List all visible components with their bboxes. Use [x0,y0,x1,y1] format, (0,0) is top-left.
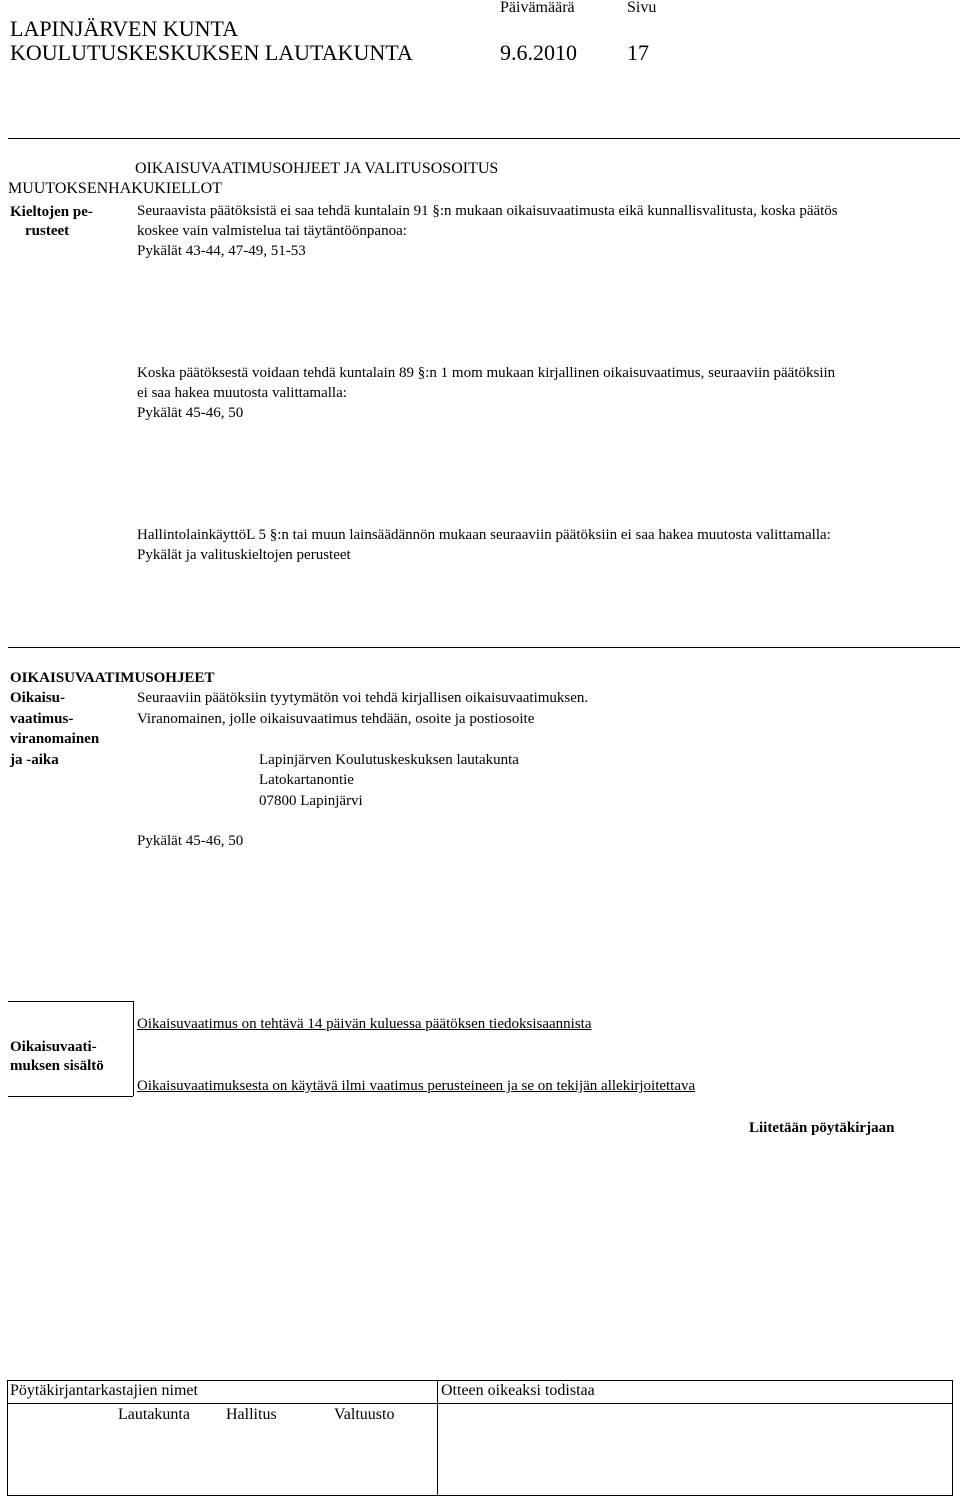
side-label-authority-4: ja -aika [10,752,59,768]
paragraph-2-line-3: Pykälät 45-46, 50 [137,405,244,421]
address-line-1: Lapinjärven Koulutuskeskuksen lautakunta [259,752,519,768]
section-subtitle: MUUTOKSENHAKUKIELLOT [8,180,222,197]
footer-col-board: Lautakunta [118,1406,190,1423]
section-title: OIKAISUVAATIMUSOHJEET JA VALITUSOSOITUS [135,160,499,177]
attached-note: Liitetään pöytäkirjaan [749,1120,895,1136]
section-divider [8,647,960,648]
header-divider [8,138,960,139]
footer-col-government: Hallitus [226,1406,277,1423]
applicable-sections: Pykälät 45-46, 50 [137,833,244,849]
content-box-top [8,1001,133,1002]
content-box-bottom [8,1096,133,1097]
deadline-text: Oikaisuvaatimus on tehtävä 14 päivän kuluessa päätöksen tiedoksisaannista [137,1016,592,1032]
page-number: 17 [627,40,649,65]
footer-copy-cert-label: Otteen oikeaksi todistaa [441,1382,595,1399]
content-box-divider [133,1001,134,1096]
paragraph-1-line-3: Pykälät 43-44, 47-49, 51-53 [137,243,306,259]
paragraph-2-line-1: Koska päätöksestä voidaan tehdä kuntalain 89 §:n 1 mom mukaan kirjallinen oikaisuvaatimus, seuraaviin päätöksiin [137,365,836,381]
instructions-line-1: Seuraaviin päätöksiin tyytymätön voi tehdä kirjallisen oikaisuvaatimuksen. [137,690,589,706]
footer-checkers-label: Pöytäkirjantarkastajien nimet [10,1382,198,1399]
side-label-restriction-grounds-1: Kieltojen pe- [10,204,93,220]
address-line-2: Latokartanontie [259,772,354,788]
paragraph-3-line-1: HallintolainkäyttöL 5 §:n tai muun lainsäädännön mukaan seuraaviin päätöksiin ei saa hakea muutosta valittamalla: [137,527,831,543]
side-label-authority-2: vaatimus- [10,711,74,727]
footer-col-council: Valtuusto [334,1406,395,1423]
side-label-restriction-grounds-2: rusteet [25,223,70,239]
meeting-date: 9.6.2010 [500,40,577,65]
address-line-3: 07800 Lapinjärvi [259,793,363,809]
instructions-line-2: Viranomainen, jolle oikaisuvaatimus tehdään, osoite ja postiosoite [137,711,535,727]
paragraph-2-line-2: ei saa hakea muutosta valittamalla: [137,385,347,401]
content-requirements: Oikaisuvaatimuksesta on käytävä ilmi vaatimus perusteineen ja se on tekijän allekirjoitettava [137,1078,696,1094]
side-label-authority-1: Oikaisu- [10,690,66,706]
date-label: Päivämäärä [500,0,575,16]
page-label: Sivu [627,0,657,16]
content-label-1: Oikaisuvaati- [10,1039,97,1055]
paragraph-1-line-2: koskee vain valmistelua tai täytäntöönpanoa: [137,223,407,239]
instructions-title: OIKAISUVAATIMUSOHJEET [10,670,215,686]
paragraph-3-line-2: Pykälät ja valituskieltojen perusteet [137,547,351,563]
committee-name: KOULUTUSKESKUKSEN LAUTAKUNTA [10,40,413,65]
paragraph-1-line-1: Seuraavista päätöksistä ei saa tehdä kuntalain 91 §:n mukaan oikaisuvaatimusta eikä kunnallisvalitusta, koska päätös [137,203,838,219]
footer-column-divider [437,1380,438,1496]
content-label-2: muksen sisältö [10,1058,104,1074]
side-label-authority-3: viranomainen [10,731,100,747]
organization-name: LAPINJÄRVEN KUNTA [10,16,239,41]
footer-row-divider [7,1403,953,1404]
